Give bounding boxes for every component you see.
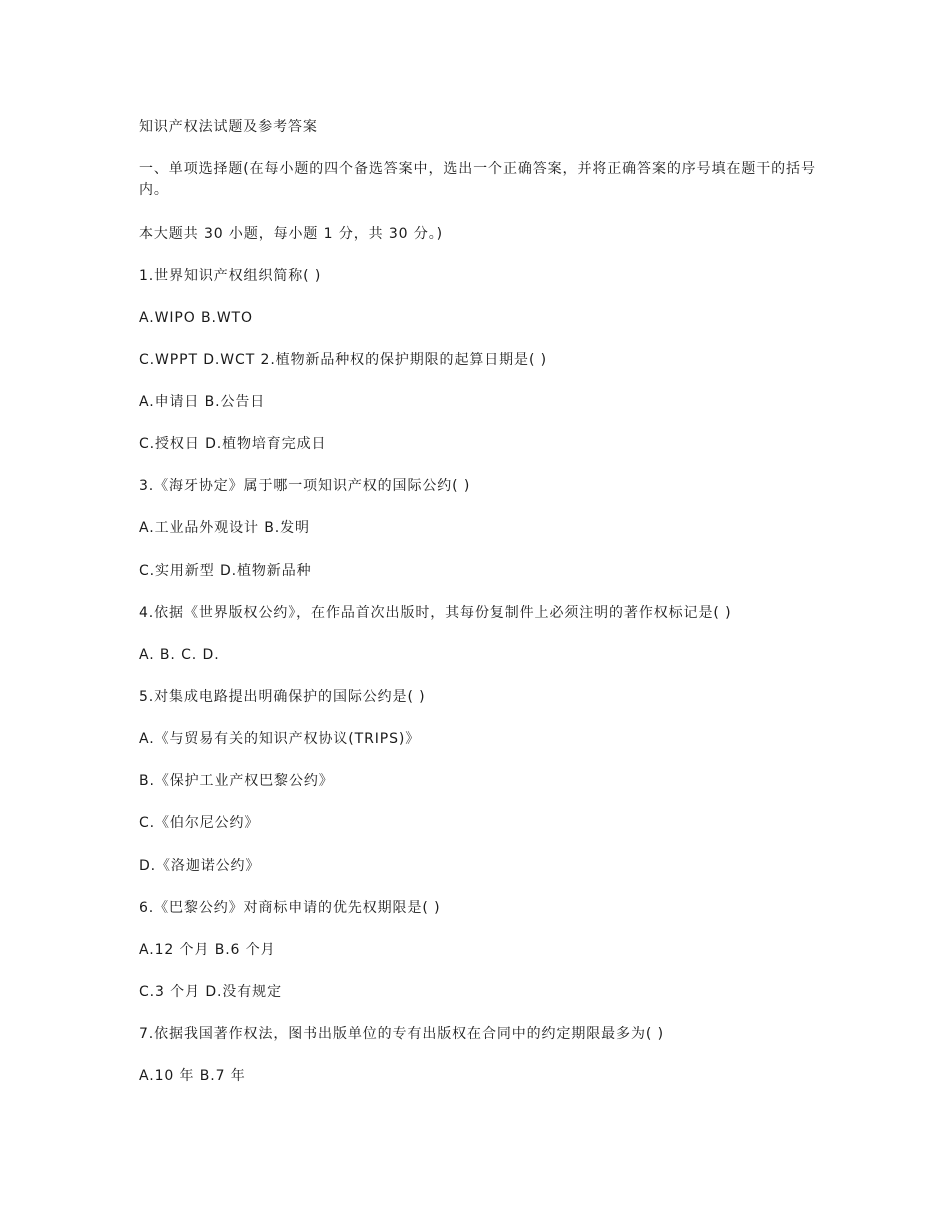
question-5-option-c: C.《伯尔尼公约》 (139, 815, 260, 831)
question-2-options-cd: C.授权日 D.植物培育完成日 (139, 436, 327, 452)
question-3-options-ab: A.工业品外观设计 B.发明 (139, 520, 310, 536)
question-1: 1.世界知识产权组织简称( ) (139, 268, 322, 284)
question-3-options-cd: C.实用新型 D.植物新品种 (139, 563, 312, 579)
question-4-options: A. B. C. D. (139, 647, 220, 663)
question-6-options-ab: A.12 个月 B.6 个月 (139, 942, 276, 958)
question-6: 6.《巴黎公约》对商标申请的优先权期限是( ) (139, 900, 441, 916)
question-1-options-cd-question-2: C.WPPT D.WCT 2.植物新品种权的保护期限的起算日期是( ) (139, 352, 548, 368)
question-5-option-d: D.《洛迦诺公约》 (139, 858, 261, 874)
question-4: 4.依据《世界版权公约》，在作品首次出版时，其每份复制件上必须注明的著作权标记是( ) (139, 605, 732, 621)
question-6-options-cd: C.3 个月 D.没有规定 (139, 984, 282, 1000)
question-5-option-b: B.《保护工业产权巴黎公约》 (139, 773, 334, 789)
question-3: 3.《海牙协定》属于哪一项知识产权的国际公约( ) (139, 478, 471, 494)
question-1-options-ab: A.WIPO B.WTO (139, 310, 253, 326)
section-heading: 一、单项选择题(在每小题的四个备选答案中，选出一个正确答案，并将正确答案的序号填在题干的括号内。 (139, 161, 816, 198)
document-title: 知识产权法试题及参考答案 (139, 119, 318, 135)
question-5-option-a: A.《与贸易有关的知识产权协议(TRIPS)》 (139, 731, 421, 747)
section-note: 本大题共 30 小题，每小题 1 分，共 30 分。) (139, 226, 443, 242)
question-5: 5.对集成电路提出明确保护的国际公约是( ) (139, 689, 426, 705)
question-7-options-ab: A.10 年 B.7 年 (139, 1068, 246, 1084)
question-7: 7.依据我国著作权法，图书出版单位的专有出版权在合同中的约定期限最多为( ) (139, 1026, 664, 1042)
question-2-options-ab: A.申请日 B.公告日 (139, 394, 266, 410)
